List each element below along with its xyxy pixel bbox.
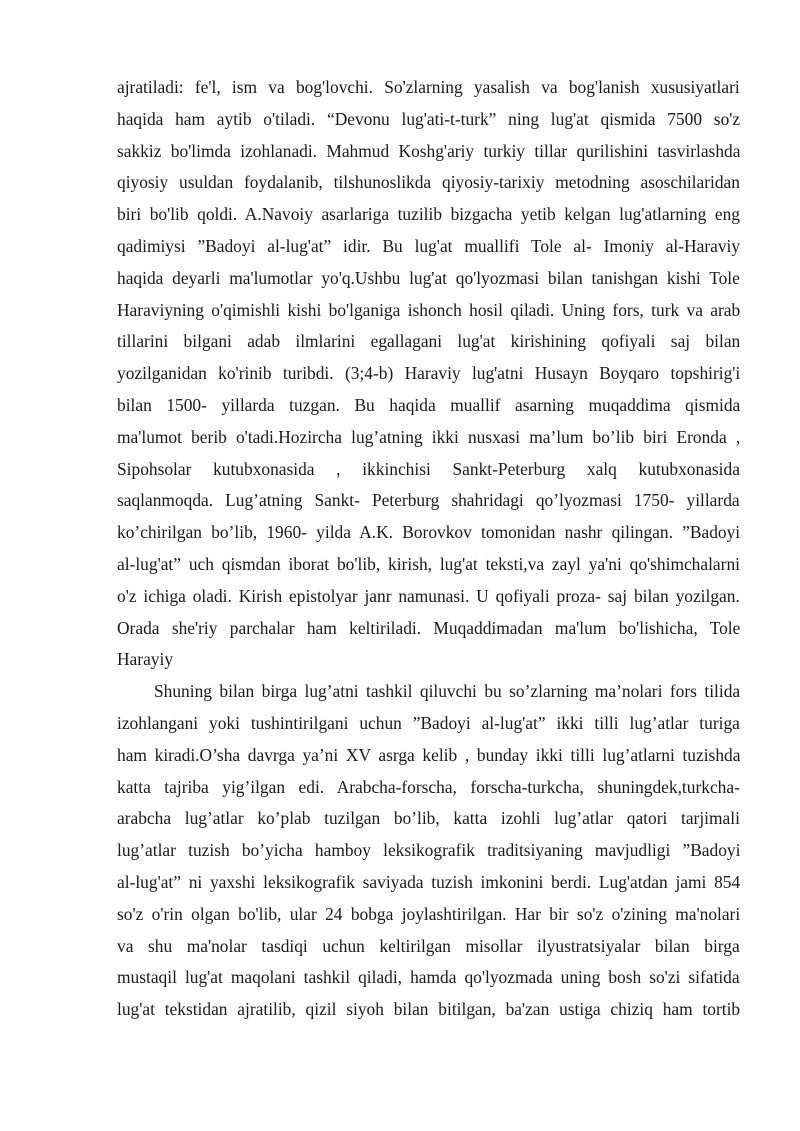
text-line: arabcha lug’atlar ko’plab tuzilgan bo’lib, katta izohli lug’atlar qatori tarjimali xyxy=(117,808,740,829)
text-line: haqida deyarli ma'lumotlar yo'q.Ushbu lug'at qo'lyozmasi bilan tanishgan kishi Tole xyxy=(117,267,740,288)
text-line: haqida ham aytib o'tiladi. “Devonu lug'ati-t-turk” ning lug'at qismida 7500 so'z xyxy=(117,108,740,129)
text-line: tillarini bilgani adab ilmlarini egallagani lug'at kirishining qofiyali saj bilan xyxy=(117,331,740,352)
text-line: mustaqil lug'at maqolani tashkil qiladi, hamda qo'lyozmada uning bosh so'zi sifatida xyxy=(117,967,740,988)
text-line: izohlangani yoki tushintirilgani uchun ”Badoyi al-lug'at” ikki tilli lug’atlar turiga xyxy=(117,712,740,733)
text-line: so'z o'rin olgan bo'lib, ular 24 bobga joylashtirilgan. Har bir so'z o'zining ma'nolari xyxy=(117,903,740,924)
text-line: ko’chirilgan bo’lib, 1960- yilda A.K. Borovkov tomonidan nashr qilingan. ”Badoyi xyxy=(117,522,740,543)
text-line: Haraviyning o'qimishli kishi bo'lganiga ishonch hosil qiladi. Uning fors, turk va arab xyxy=(117,299,740,320)
text-line: sakkiz bo'limda izohlanadi. Mahmud Koshg'ariy turkiy tillar qurilishini tasvirlashda xyxy=(117,140,740,161)
text-line: ma'lumot berib o'tadi.Hozircha lug’atning ikki nusxasi ma’lum bo’lib biri Eronda , xyxy=(117,426,740,447)
text-line: ajratiladi: fe'l, ism va bog'lovchi. So'zlarning yasalish va bog'lanish xususiyatlari xyxy=(117,77,740,97)
text-line: Harayiy xyxy=(117,649,174,670)
text-line: va shu ma'nolar tasdiqi uchun keltirilgan misollar ilyustratsiyalar bilan birga xyxy=(117,935,740,956)
text-line: biri bo'lib qoldi. A.Navoiy asarlariga tuzilib bizgacha yetib kelgan lug'atlarning eng xyxy=(117,204,740,225)
text-line: lug’atlar tuzish bo’yicha hamboy leksikografik traditsiyaning mavjudligi ”Badoyi xyxy=(117,840,740,861)
text-line: o'z ichiga oladi. Kirish epistolyar janr namunasi. U qofiyali proza- saj bilan yozilgan. xyxy=(117,585,740,606)
text-line: katta tajriba yig’ilgan edi. Arabcha-forscha, forscha-turkcha, shuningdek,turkcha- xyxy=(117,776,740,797)
text-line: al-lug'at” uch qismdan iborat bo'lib, kirish, lug'at teksti,va zayl ya'ni qo'shimchalarni xyxy=(117,553,740,574)
text-line: bilan 1500- yillarda tuzgan. Bu haqida muallif asarning muqaddima qismida xyxy=(117,394,740,415)
text-line: Shuning bilan birga lug’atni tashkil qiluvchi bu so’zlarning ma’nolari fors tilida xyxy=(154,681,740,702)
text-line: yozilganidan ko'rinib turibdi. (3;4-b) Haraviy lug'atni Husayn Boyqaro topshirig'i xyxy=(117,363,740,384)
text-line: ham kiradi.O’sha davrga ya’ni XV asrga kelib , bunday ikki tilli lug’atlarni tuzishda xyxy=(117,744,740,765)
document-page xyxy=(117,72,740,1026)
text-line: qiyosiy usuldan foydalanib, tilshunoslikda qiyosiy-tarixiy metodning asoschilaridan xyxy=(117,172,740,193)
paragraph-2 xyxy=(117,676,740,1026)
paragraph-1 xyxy=(117,72,740,676)
text-line: Orada she'riy parchalar ham keltiriladi. Muqaddimadan ma'lum bo'lishicha, Tole xyxy=(117,617,740,638)
text-line: al-lug'at” ni yaxshi leksikografik saviyada tuzish imkonini berdi. Lug'atdan jami 854 xyxy=(117,871,740,892)
text-line: qadimiysi ”Badoyi al-lug'at” idir. Bu lug'at muallifi Tole al- Imoniy al-Haraviy xyxy=(117,235,740,256)
text-line: Sipohsolar kutubxonasida , ikkinchisi Sankt-Peterburg xalq kutubxonasida xyxy=(117,458,740,479)
text-line: lug'at tekstidan ajratilib, qizil siyoh bilan bitilgan, ba'zan ustiga chiziq ham tortib xyxy=(117,999,740,1020)
text-line: saqlanmoqda. Lug’atning Sankt- Peterburg shahridagi qo’lyozmasi 1750- yillarda xyxy=(117,490,740,511)
